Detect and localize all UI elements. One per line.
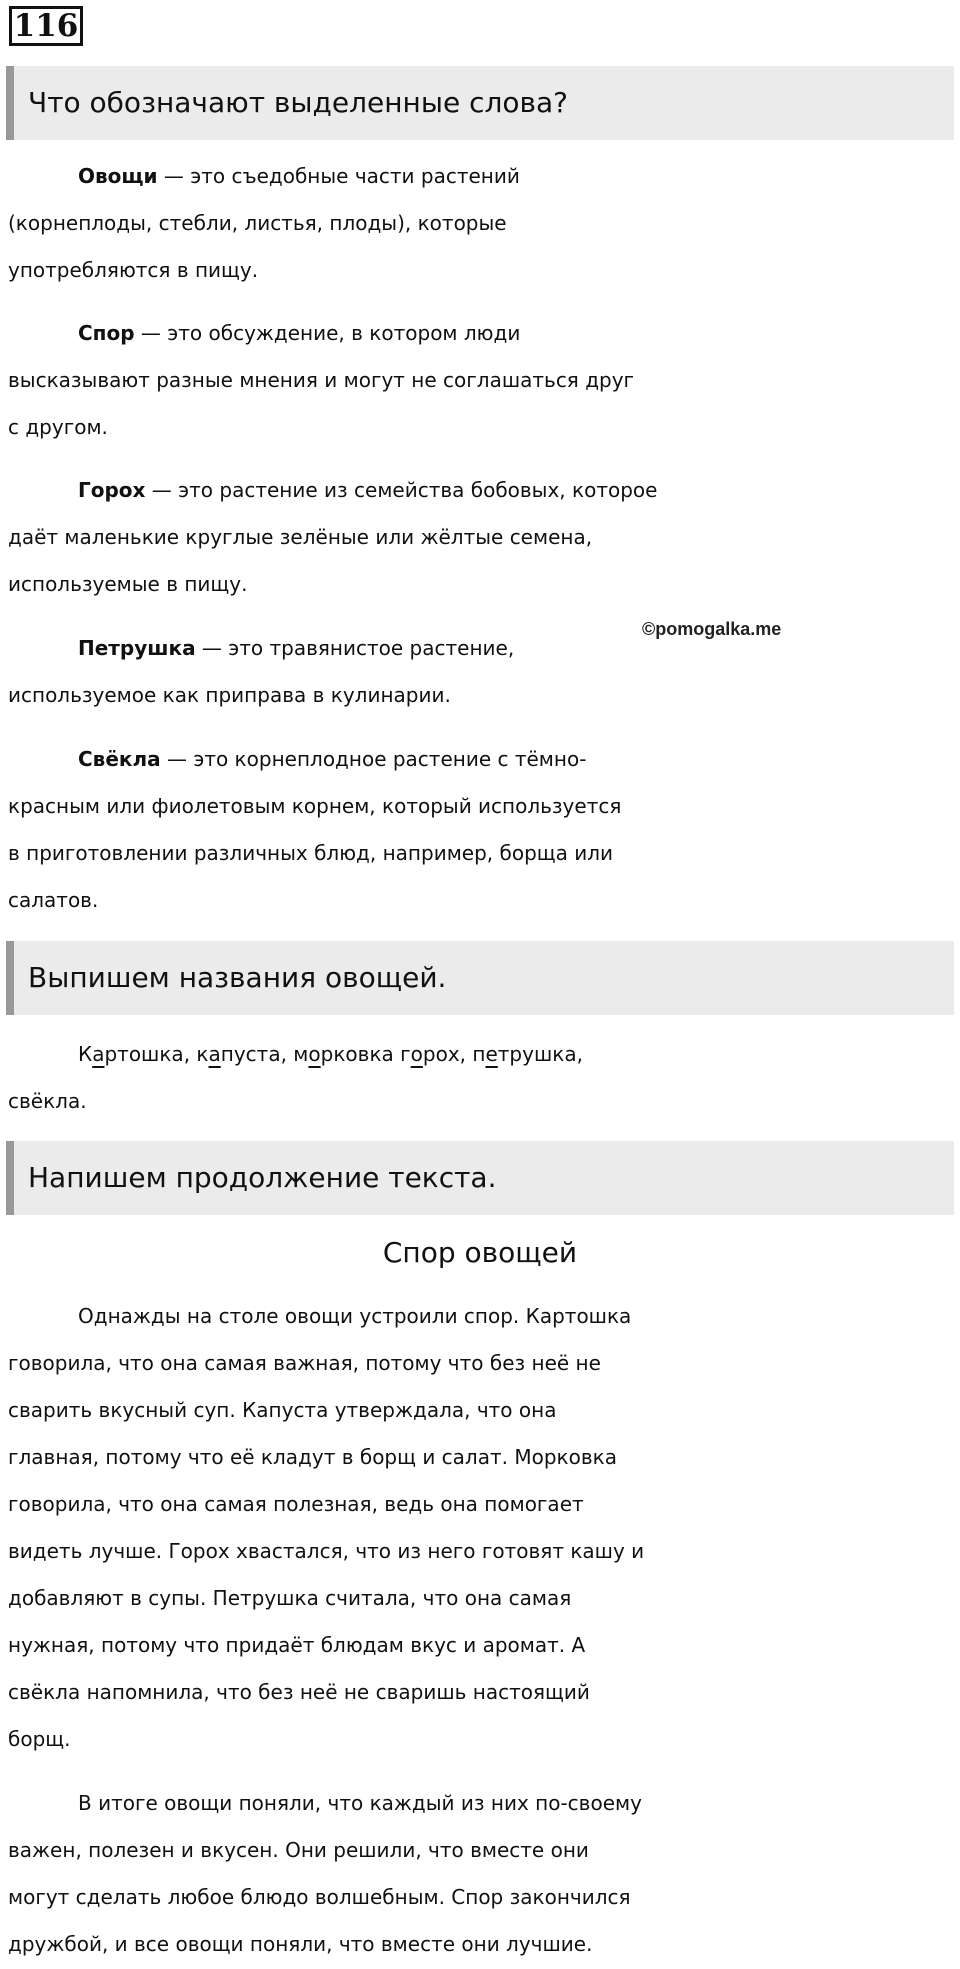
definition-line xyxy=(8,736,958,783)
definition-text: — это растение из семейства бобовых, которое xyxy=(145,478,658,502)
story-line: борщ. xyxy=(8,1727,71,1751)
definition-term: Горох xyxy=(78,478,146,502)
story-line: свёкла напомнила, что без неё не сваришь настоящий xyxy=(8,1680,590,1704)
definition-line: (корнеплоды, стебли, листья, плоды), которые xyxy=(8,211,507,235)
stressed-vowel: а xyxy=(208,1042,221,1066)
watermark: ©pomogalka.me xyxy=(642,619,782,639)
definition-svekla xyxy=(8,736,958,924)
definition-line: в приготовлении различных блюд, например, борща или xyxy=(8,841,613,865)
vegetable-word: Картошка, xyxy=(78,1042,197,1066)
story-line: говорила, что она самая важная, потому что без неё не xyxy=(8,1351,601,1375)
story-line: важен, полезен и вкусен. Они решили, что вместе они xyxy=(8,1838,589,1862)
definition-line xyxy=(8,625,958,672)
story-line: главная, потому что её кладут в борщ и салат. Морковка xyxy=(8,1445,617,1469)
definition-line: даёт маленькие круглые зелёные или жёлтые семена, xyxy=(8,525,593,549)
definition-line: красным или фиолетовым корнем, который используется xyxy=(8,794,622,818)
story-line: добавляют в супы. Петрушка считала, что она самая xyxy=(8,1586,572,1610)
definition-line: с другом. xyxy=(8,415,108,439)
story-paragraph-2 xyxy=(8,1780,958,1968)
definition-text: — это травянистое растение, xyxy=(195,636,515,660)
task-number: 116 xyxy=(9,6,83,46)
definition-gorokh xyxy=(8,467,958,608)
vegetable-list-line xyxy=(8,1031,958,1078)
story-line: могут сделать любое блюдо волшебным. Спор закончился xyxy=(8,1885,631,1909)
definition-term: Спор xyxy=(78,321,135,345)
definition-term: Свёкла xyxy=(78,747,161,771)
stressed-vowel: а xyxy=(92,1042,105,1066)
vegetable-word: капуста, xyxy=(196,1042,294,1066)
definition-text: — это съедобные части растений xyxy=(157,164,520,188)
story-line: нужная, потому что придаёт блюдам вкус и аромат. А xyxy=(8,1633,586,1657)
definition-line xyxy=(8,467,958,514)
vegetable-list xyxy=(8,1031,958,1125)
definition-spor xyxy=(8,310,958,451)
definition-term: Петрушка xyxy=(78,636,196,660)
definition-ovoshchi xyxy=(8,153,958,294)
definition-line: высказывают разные мнения и могут не соглашаться друг xyxy=(8,368,635,392)
stressed-vowel: е xyxy=(485,1042,498,1066)
story-line: В итоге овощи поняли, что каждый из них по-своему xyxy=(78,1791,642,1815)
story-paragraph-1 xyxy=(8,1293,958,1763)
story-line: видеть лучше. Горох хвастался, что из него готовят кашу и xyxy=(8,1539,645,1563)
definition-text: — это корнеплодное растение с тёмно- xyxy=(160,747,587,771)
definition-line: используемые в пищу. xyxy=(8,572,248,596)
definition-line xyxy=(8,310,958,357)
story-line: Однажды на столе овощи устроили спор. Картошка xyxy=(78,1304,632,1328)
vegetable-word: морковка xyxy=(293,1042,401,1066)
stressed-vowel: о xyxy=(410,1042,423,1066)
vegetable-word: петрушка, xyxy=(472,1042,583,1066)
definition-line: салатов. xyxy=(8,888,99,912)
section-header-story: Напишем продолжение текста. xyxy=(6,1141,954,1215)
story-line: дружбой, и все овощи поняли, что вместе они лучшие. xyxy=(8,1932,593,1956)
story-title: Спор овощей xyxy=(382,1236,578,1269)
definition-term: Овощи xyxy=(78,164,158,188)
section-header-question: Что обозначают выделенные слова? xyxy=(6,66,954,140)
story-line: сварить вкусный суп. Капуста утверждала, что она xyxy=(8,1398,557,1422)
story-line: говорила, что она самая полезная, ведь она помогает xyxy=(8,1492,584,1516)
vegetable-word: горох, xyxy=(400,1042,473,1066)
definition-line: употребляются в пищу. xyxy=(8,258,259,282)
definition-line: используемое как приправа в кулинарии. xyxy=(8,683,451,707)
stressed-vowel: о xyxy=(308,1042,321,1066)
section-header-list: Выпишем названия овощей. xyxy=(6,941,954,1015)
vegetable-list-line: свёкла. xyxy=(8,1089,87,1113)
definition-line xyxy=(8,153,958,200)
definition-text: — это обсуждение, в котором люди xyxy=(134,321,521,345)
definition-petrushka xyxy=(8,625,958,719)
